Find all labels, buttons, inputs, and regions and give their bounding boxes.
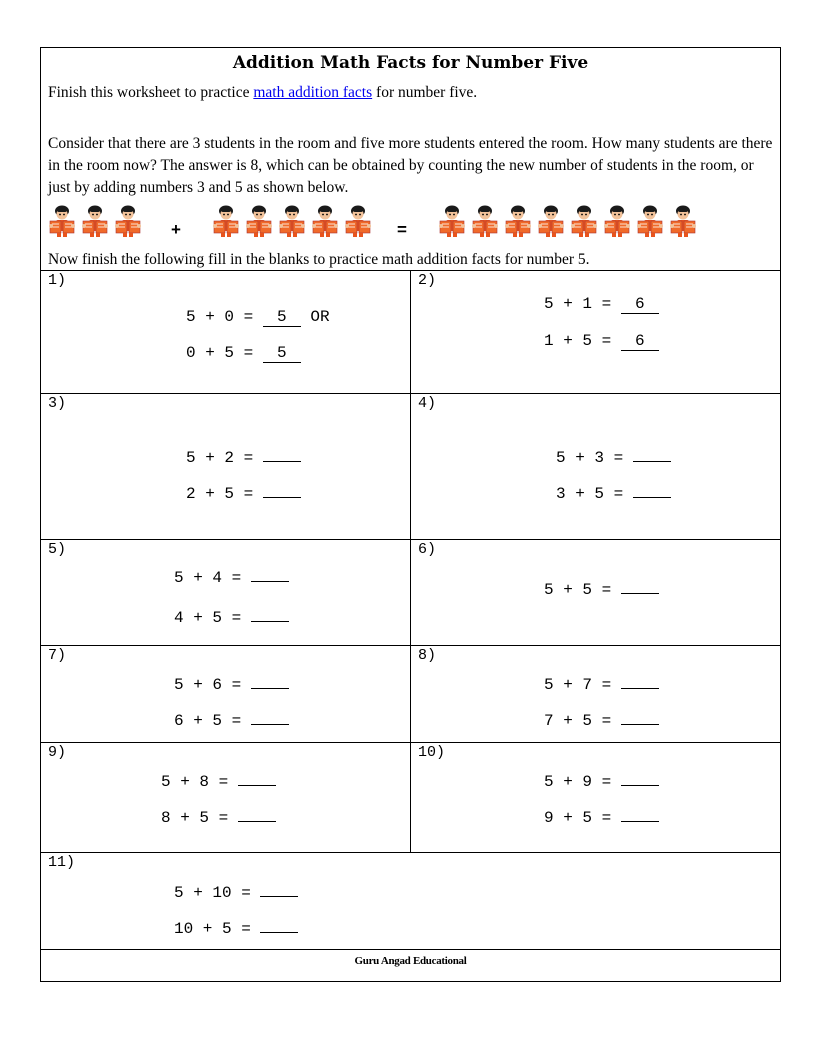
intro-text-after: for number five. [372, 84, 478, 101]
answer-blank[interactable] [251, 603, 289, 622]
footer-credit: Guru Angad Educational [354, 955, 467, 967]
equation-text: 1 + 5 = [544, 332, 621, 350]
equation [556, 443, 671, 467]
problem-cell-10 [411, 742, 781, 852]
problem-number: 7) [48, 647, 67, 664]
equation [544, 706, 659, 730]
problem-cell-11 [41, 852, 781, 949]
problem-cell-7 [41, 645, 410, 742]
problem-cell-2 [411, 270, 781, 393]
equation-text: 5 + 10 = [174, 884, 261, 902]
problem-number: 1) [48, 272, 67, 289]
answer-blank[interactable] [621, 803, 659, 822]
equation-text: 5 + 3 = [556, 449, 633, 467]
equation-text: 5 + 4 = [174, 569, 251, 587]
equation [544, 670, 659, 694]
answer-blank[interactable] [633, 443, 671, 462]
answer-blank[interactable] [621, 575, 659, 594]
equation-text: 6 + 5 = [174, 712, 251, 730]
equation [544, 803, 659, 827]
equation-text: 5 + 0 = [186, 308, 263, 326]
student-reading-icon [439, 204, 465, 238]
answer-blank[interactable] [238, 803, 276, 822]
equation [186, 443, 301, 467]
equation [174, 563, 289, 587]
student-reading-icon [213, 204, 239, 238]
equation [186, 308, 330, 327]
answer-blank[interactable] [263, 479, 301, 498]
answer-blank[interactable]: 6 [621, 332, 659, 351]
answer-blank[interactable] [621, 706, 659, 725]
equation-text: 5 + 1 = [544, 295, 621, 313]
student-reading-icon [312, 204, 338, 238]
equation [174, 603, 289, 627]
answer-blank[interactable]: 6 [621, 295, 659, 314]
answer-blank[interactable] [260, 878, 298, 897]
student-reading-icon [538, 204, 564, 238]
instruction-text: Now finish the following fill in the blanks to practice math addition facts for number 5. [48, 251, 590, 268]
equation [544, 767, 659, 791]
student-reading-icon [604, 204, 630, 238]
student-reading-icon [49, 204, 75, 238]
answer-blank[interactable] [238, 767, 276, 786]
answer-blank[interactable] [633, 479, 671, 498]
problem-cell-5 [41, 539, 410, 645]
equation-text: 8 + 5 = [161, 809, 238, 827]
plus-sign: + [171, 220, 181, 239]
equals-sign: = [397, 220, 407, 239]
equation-text: 5 + 5 = [544, 581, 621, 599]
answer-blank[interactable] [251, 563, 289, 582]
equation-text: 9 + 5 = [544, 809, 621, 827]
equation [544, 332, 659, 351]
equation [544, 295, 659, 314]
equation-text: 0 + 5 = [186, 344, 263, 362]
equation-text: 5 + 8 = [161, 773, 238, 791]
worksheet [40, 47, 781, 982]
problem-cell-1 [41, 270, 410, 393]
answer-blank[interactable] [251, 706, 289, 725]
student-reading-icon [115, 204, 141, 238]
grid-line [41, 949, 780, 950]
student-reading-icon [505, 204, 531, 238]
equation [161, 767, 276, 791]
problem-number: 4) [418, 395, 437, 412]
math-addition-facts-link[interactable]: math addition facts [253, 84, 373, 101]
student-reading-icon [279, 204, 305, 238]
equation-text: 10 + 5 = [174, 920, 261, 938]
equation-text: 5 + 2 = [186, 449, 263, 467]
worksheet-title: Addition Math Facts for Number Five [232, 53, 589, 73]
answer-blank[interactable] [251, 670, 289, 689]
student-reading-icon [571, 204, 597, 238]
answer-blank[interactable] [260, 914, 298, 933]
equation-text: 7 + 5 = [544, 712, 621, 730]
picture-equation [41, 202, 780, 240]
problem-cell-4 [411, 393, 781, 539]
problem-number: 10) [418, 744, 446, 761]
student-reading-icon [472, 204, 498, 238]
equation-text: 3 + 5 = [556, 485, 633, 503]
answer-blank[interactable]: 5 [263, 344, 301, 363]
problem-cell-3 [41, 393, 410, 539]
equation-text: 5 + 9 = [544, 773, 621, 791]
equation-text: 4 + 5 = [174, 609, 251, 627]
equation [544, 575, 659, 599]
answer-blank[interactable] [621, 767, 659, 786]
equation-text: 5 + 7 = [544, 676, 621, 694]
student-reading-icon [670, 204, 696, 238]
intro-paragraph [48, 82, 774, 104]
equation [174, 878, 298, 902]
equation [186, 344, 301, 363]
problem-number: 3) [48, 395, 67, 412]
or-text: OR [300, 308, 330, 326]
equation [556, 479, 671, 503]
problem-cell-8 [411, 645, 781, 742]
answer-blank[interactable] [621, 670, 659, 689]
problem-cell-9 [41, 742, 410, 852]
equation [174, 670, 289, 694]
student-reading-icon [637, 204, 663, 238]
intro-text-before: Finish this worksheet to practice [48, 84, 254, 101]
story-paragraph: Consider that there are 3 students in the room and five more students entered the room. How many students are there in the room now? The answer is 8, which can be obtained by counting the new number of students in the room, or just by adding numbers 3 and 5 as shown below. [48, 135, 773, 196]
problem-number: 2) [418, 272, 437, 289]
answer-blank[interactable] [263, 443, 301, 462]
student-reading-icon [345, 204, 371, 238]
problem-cell-6 [411, 539, 781, 645]
problem-number: 11) [48, 854, 76, 871]
student-reading-icon [82, 204, 108, 238]
equation-text: 5 + 6 = [174, 676, 251, 694]
equation [174, 914, 298, 938]
problem-number: 6) [418, 541, 437, 558]
problem-number: 9) [48, 744, 67, 761]
equation-text: 2 + 5 = [186, 485, 263, 503]
problem-number: 5) [48, 541, 67, 558]
student-reading-icon [246, 204, 272, 238]
equation [174, 706, 289, 730]
equation [186, 479, 301, 503]
equation [161, 803, 276, 827]
problem-number: 8) [418, 647, 437, 664]
answer-blank[interactable]: 5 [263, 308, 301, 327]
